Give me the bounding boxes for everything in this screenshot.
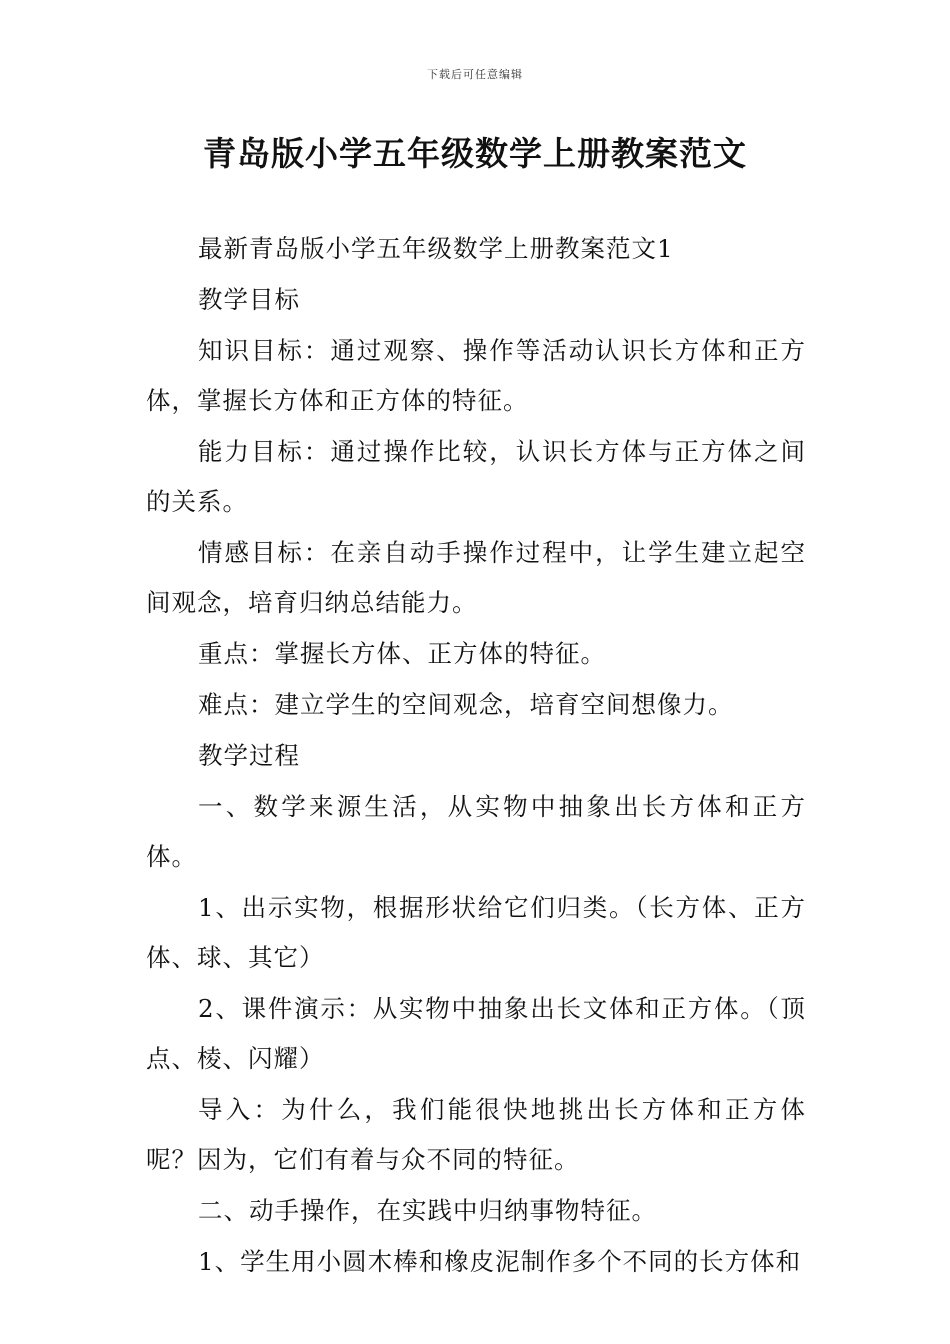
- paragraph-step-one: 一、数学来源生活，从实物中抽象出长方体和正方体。: [146, 792, 806, 871]
- paragraph-step-two-1: 1、学生用小圆木棒和橡皮泥制作多个不同的长方体和: [198, 1247, 802, 1276]
- paragraph-emotion-objective: 情感目标：在亲自动手操作过程中，让学生建立起空间观念，培育归纳总结能力。: [146, 538, 806, 617]
- paragraph-introduction: 导入：为什么，我们能很快地挑出长方体和正方体呢？因为，它们有着与众不同的特征。: [146, 1095, 806, 1174]
- paragraph-heading-objectives: 教学目标: [198, 285, 300, 314]
- paragraph-step-one-2: 2、课件演示：从实物中抽象出长文体和正方体。（顶点、棱、闪耀）: [146, 994, 806, 1073]
- paragraph-difficulty: 难点：建立学生的空间观念，培育空间想像力。: [198, 690, 734, 719]
- document-title: 青岛版小学五年级数学上册教案范文: [203, 134, 747, 173]
- paragraph-key-point: 重点：掌握长方体、正方体的特征。: [198, 639, 606, 668]
- paragraph-step-two: 二、动手操作，在实践中归纳事物特征。: [198, 1196, 657, 1225]
- paragraph-step-one-1: 1、出示实物，根据形状给它们归类。（长方体、正方体、球、其它）: [146, 893, 806, 972]
- paragraph-subtitle: 最新青岛版小学五年级数学上册教案范文1: [198, 234, 674, 263]
- paragraph-knowledge-objective: 知识目标：通过观察、操作等活动认识长方体和正方体，掌握长方体和正方体的特征。: [146, 336, 806, 415]
- header-note: 下载后可任意编辑: [427, 68, 523, 81]
- paragraph-ability-objective: 能力目标：通过操作比较，认识长方体与正方体之间的关系。: [146, 437, 806, 516]
- paragraph-heading-process: 教学过程: [198, 741, 300, 770]
- document-body: [146, 224, 806, 1288]
